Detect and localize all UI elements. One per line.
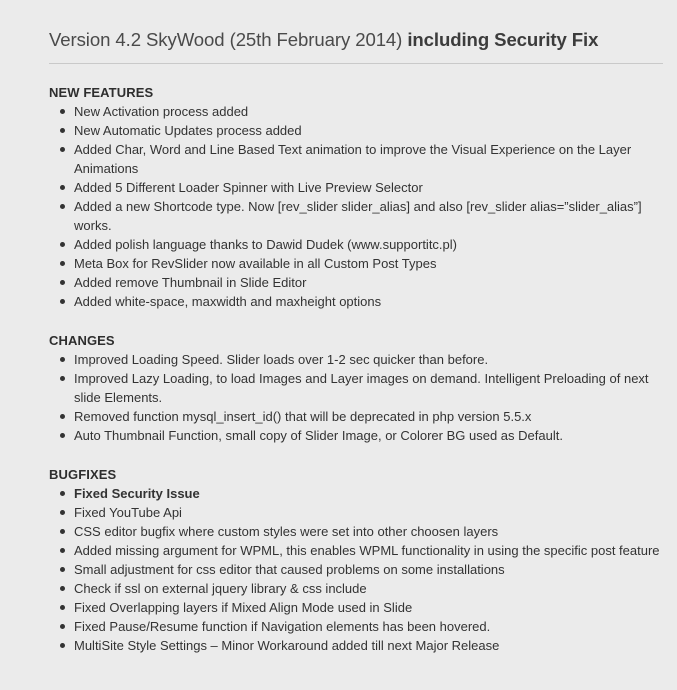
list-item: [49, 140, 663, 178]
list-item: [49, 102, 663, 121]
bullet-icon: [60, 586, 65, 591]
list-item: [49, 292, 663, 311]
bullet-icon: [60, 242, 65, 247]
list-item-text: Added remove Thumbnail in Slide Editor: [74, 275, 307, 290]
list-item-text: MultiSite Style Settings – Minor Workaround added till next Major Release: [74, 638, 500, 653]
list-item: [49, 178, 663, 197]
bullet-icon: [60, 109, 65, 114]
page-title: [49, 27, 598, 53]
title-regular: Version 4.2 SkyWood (25th February 2014): [49, 29, 408, 50]
section-bugfixes: [49, 465, 663, 655]
list-item-text: Added white-space, maxwidth and maxheight options: [74, 294, 382, 309]
bullet-icon: [60, 128, 65, 133]
bullet-icon: [60, 605, 65, 610]
bullet-icon: [60, 357, 65, 362]
list-item: [49, 617, 663, 636]
list-item-text: Improved Loading Speed. Slider loads over 1-2 sec quicker than before.: [74, 352, 489, 367]
title-divider: [49, 63, 663, 64]
bullet-icon: [60, 147, 65, 152]
list-item-text: Meta Box for RevSlider now available in all Custom Post Types: [74, 256, 437, 271]
bullet-icon: [60, 280, 65, 285]
list-item-text: Fixed Overlapping layers if Mixed Align Mode used in Slide: [74, 600, 413, 615]
list-item-text: CSS editor bugfix where custom styles were set into other choosen layers: [74, 524, 499, 539]
list-item: [49, 560, 663, 579]
bullet-icon: [60, 261, 65, 266]
list-item-text: Added 5 Different Loader Spinner with Live Preview Selector: [74, 180, 423, 195]
list-item-text: Removed function mysql_insert_id() that will be deprecated in php version 5.5.x: [74, 409, 532, 424]
section-new-features: [49, 83, 663, 311]
list-item-text: Added a new Shortcode type. Now [rev_slider slider_alias] and also [rev_slider alias=”slider_alias”] works.: [74, 199, 642, 233]
title-bold: including Security Fix: [407, 29, 599, 50]
bugfixes-list: [49, 484, 663, 655]
list-item: [49, 350, 663, 369]
list-item: [49, 579, 663, 598]
list-item-text-security: Fixed Security Issue: [74, 486, 200, 501]
list-item-text: New Activation process added: [74, 104, 249, 119]
list-item: [49, 541, 663, 560]
list-item: [49, 369, 663, 407]
list-item-text: Auto Thumbnail Function, small copy of Slider Image, or Colorer BG used as Default.: [74, 428, 563, 443]
list-item: [49, 636, 663, 655]
changes-list: [49, 350, 663, 445]
section-heading-bugfixes: BUGFIXES: [49, 467, 117, 482]
list-item: [49, 503, 663, 522]
bullet-icon: [60, 548, 65, 553]
list-item-text: Fixed YouTube Api: [74, 505, 182, 520]
list-item: [49, 197, 663, 235]
bullet-icon: [60, 643, 65, 648]
list-item: [49, 121, 663, 140]
new-features-list: [49, 102, 663, 311]
list-item: [49, 426, 663, 445]
section-changes: [49, 331, 663, 445]
list-item: [49, 484, 663, 503]
bullet-icon: [60, 185, 65, 190]
bullet-icon: [60, 376, 65, 381]
bullet-icon: [60, 414, 65, 419]
bullet-icon: [60, 491, 65, 496]
list-item: [49, 522, 663, 541]
list-item: [49, 235, 663, 254]
bullet-icon: [60, 624, 65, 629]
list-item-text: Added Char, Word and Line Based Text animation to improve the Visual Experience on the Layer Animations: [74, 142, 632, 176]
list-item: [49, 407, 663, 426]
list-item: [49, 254, 663, 273]
list-item-text: Added missing argument for WPML, this enables WPML functionality in using the specific post feature: [74, 543, 660, 558]
section-heading-new-features: NEW FEATURES: [49, 85, 154, 100]
list-item-text: New Automatic Updates process added: [74, 123, 302, 138]
section-heading-changes: CHANGES: [49, 333, 115, 348]
list-item-text: Check if ssl on external jquery library & css include: [74, 581, 367, 596]
bullet-icon: [60, 567, 65, 572]
bullet-icon: [60, 529, 65, 534]
list-item-text: Improved Lazy Loading, to load Images and Layer images on demand. Intelligent Preloading of next slide Elements.: [74, 371, 649, 405]
list-item-text: Added polish language thanks to Dawid Dudek (www.supportitc.pl): [74, 237, 457, 252]
list-item: [49, 598, 663, 617]
list-item-text: Fixed Pause/Resume function if Navigation elements has been hovered.: [74, 619, 491, 634]
list-item: [49, 273, 663, 292]
bullet-icon: [60, 204, 65, 209]
bullet-icon: [60, 433, 65, 438]
list-item-text: Small adjustment for css editor that caused problems on some installations: [74, 562, 505, 577]
bullet-icon: [60, 299, 65, 304]
bullet-icon: [60, 510, 65, 515]
